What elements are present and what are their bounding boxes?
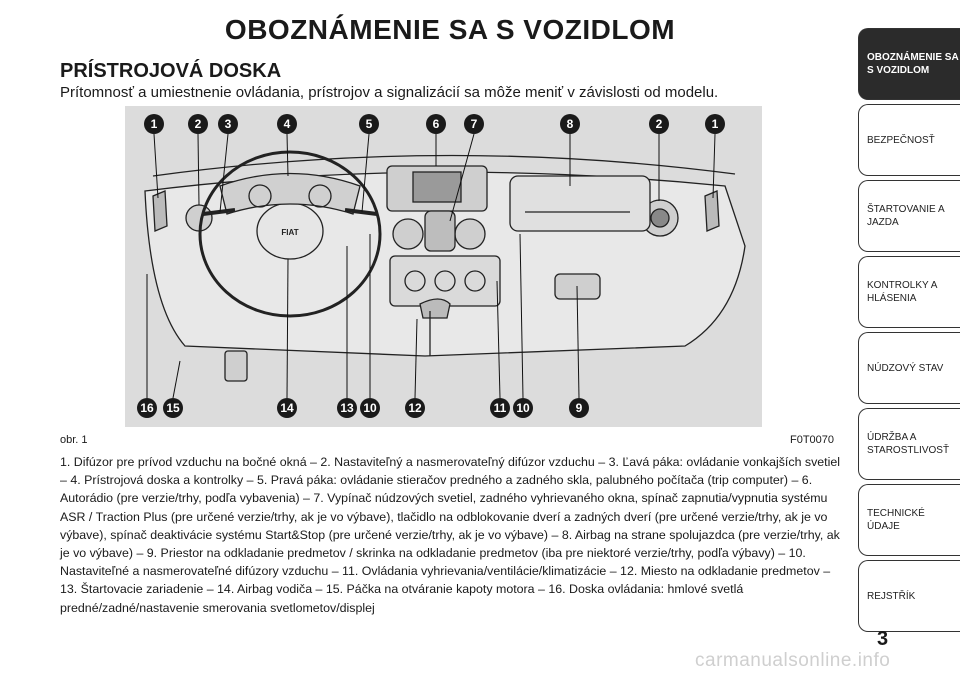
callout-badge <box>426 114 446 134</box>
callout-badge <box>705 114 725 134</box>
center-vent-left <box>393 219 423 249</box>
dashboard-drawing <box>125 106 762 427</box>
callout-badge <box>337 398 357 418</box>
callout-badge <box>649 114 669 134</box>
callout-number: 16 <box>140 401 154 415</box>
figure-legend: 1. Difúzor pre prívod vzduchu na bočné okná – 2. Nastaviteľný a nasmerovateľný difúzor vzduchu – 3. Ľavá páka: ovládanie vonkajších svetiel – 4. Prístrojová doska a kontrolky – 5. Pravá páka: ovládanie stieračov predného a zadného skla, palubného počítača (trip computer) – 6. Autorádio (pre verzie/trhy, podľa vybavenia) – 7. Vypínač núdzových svetiel, zadného vyhrievaného okna, spínač zapnutia/vypnutia systému ASR / Traction Plus (pre určené verzie/trhy, ak je vo výbave), tlačidlo na odblokovanie dverí a zadných dverí (pre určené verzie/trhy, ak je vo výbave), spínač deaktivácie systému Start&Stop (pre určené verzie/trhy, ak je vo výbave) – 8. Airbag na strane spolujazdca (pre verzie/trhy, ak je vo výbave) – 9. Priestor na odkladanie predmetov / skrinka na odkladanie predmetov (iba pre niektoré verzie/trhy, podľa výbavy) – 10. Nastaviteľné a nasmerovateľné difúzory vzduchu – 11. Ovládania vyhrievania/ventilácie/klimatizácie – 12. Miesto na odkladanie predmetov – 13. Štartovacie zariadenie – 14. Airbag vodiča – 15. Páčka na otváranie kapoty motora – 16. Doska ovládania: hmlové svetlá predné/zadné/nastavenie smerovania svetlometov/displej <box>60 455 841 615</box>
callout-badge <box>163 398 183 418</box>
tab-label: OBOZNÁMENIE SA S VOZIDLOM <box>867 52 959 76</box>
center-vent-right <box>455 219 485 249</box>
callout-badge <box>144 114 164 134</box>
tab-label: BEZPEČNOSŤ <box>867 134 935 146</box>
callout-badge <box>560 114 580 134</box>
watermark: carmanualsonline.info <box>695 650 891 671</box>
tab-startovanie[interactable] <box>858 180 960 252</box>
steering-logo: FIAT <box>281 228 299 237</box>
passenger-airbag <box>510 176 650 231</box>
right-vent-inner <box>651 209 669 227</box>
callout-number: 3 <box>224 117 232 131</box>
section-title: PRÍSTROJOVÁ DOSKA <box>60 60 282 82</box>
callout-number: 1 <box>711 117 719 131</box>
callout-number: 4 <box>283 117 291 131</box>
left-side-vent <box>153 191 167 231</box>
callout-number: 9 <box>575 401 583 415</box>
tab-udrzba[interactable] <box>858 408 960 480</box>
callout-badge <box>188 114 208 134</box>
callout-number: 10 <box>516 401 530 415</box>
callout-number: 8 <box>566 117 574 131</box>
callout-number: 5 <box>365 117 373 131</box>
callout-badge <box>513 398 533 418</box>
callout-number: 1 <box>150 117 158 131</box>
tab-label: ŠTARTOVANIE A JAZDA <box>867 204 945 228</box>
page-number: 3 <box>877 628 889 650</box>
figure-caption: obr. 1 <box>60 434 88 446</box>
tab-rejstrik[interactable] <box>858 560 960 632</box>
tab-label: NÚDZOVÝ STAV <box>867 362 944 374</box>
tab-label: KONTROLKY A HLÁSENIA <box>867 280 937 304</box>
tab-label: REJSTŘÍK <box>867 590 916 602</box>
callout-badge <box>464 114 484 134</box>
tab-label: ÚDRŽBA A STAROSTLIVOSŤ <box>867 432 950 456</box>
callout-badge <box>218 114 238 134</box>
tab-bezpecnost[interactable] <box>858 104 960 176</box>
callout-badge <box>277 114 297 134</box>
figure-code: F0T0070 <box>790 434 835 446</box>
callout-badge <box>359 114 379 134</box>
callout-badge <box>277 398 297 418</box>
dashboard-illustration <box>125 106 762 427</box>
callout-badge <box>569 398 589 418</box>
callout-number: 2 <box>655 117 663 131</box>
callout-badge <box>137 398 157 418</box>
callout-number: 15 <box>166 401 180 415</box>
callout-badge <box>405 398 425 418</box>
callout-number: 2 <box>194 117 202 131</box>
page-title: OBOZNÁMENIE SA S VOZIDLOM <box>224 14 676 45</box>
callouts-bottom <box>137 398 589 418</box>
callout-number: 11 <box>493 401 507 415</box>
callout-number: 7 <box>470 117 478 131</box>
callout-badge <box>360 398 380 418</box>
tab-label: TECHNICKÉ ÚDAJE <box>867 508 925 532</box>
section-subtitle: Prítomnosť a umiestnenie ovládania, prístrojov a signalizácií sa môže meniť v závislosti od modelu. <box>60 84 719 101</box>
hazard-switch-panel <box>425 211 455 251</box>
callout-badge <box>490 398 510 418</box>
tab-oboznamenie[interactable] <box>858 28 960 100</box>
callout-number: 6 <box>432 117 440 131</box>
tab-nudzovy-stav[interactable] <box>858 332 960 404</box>
right-side-vent <box>705 191 719 231</box>
callout-number: 10 <box>363 401 377 415</box>
climate-panel <box>390 256 500 306</box>
tab-kontrolky[interactable] <box>858 256 960 328</box>
callout-number: 14 <box>280 401 294 415</box>
hood-release <box>225 351 247 381</box>
chapter-tabs <box>858 28 960 636</box>
callout-number: 13 <box>340 401 354 415</box>
callouts-top <box>144 114 725 134</box>
tab-technicke-udaje[interactable] <box>858 484 960 556</box>
callout-number: 12 <box>408 401 422 415</box>
radio-display <box>413 172 461 202</box>
